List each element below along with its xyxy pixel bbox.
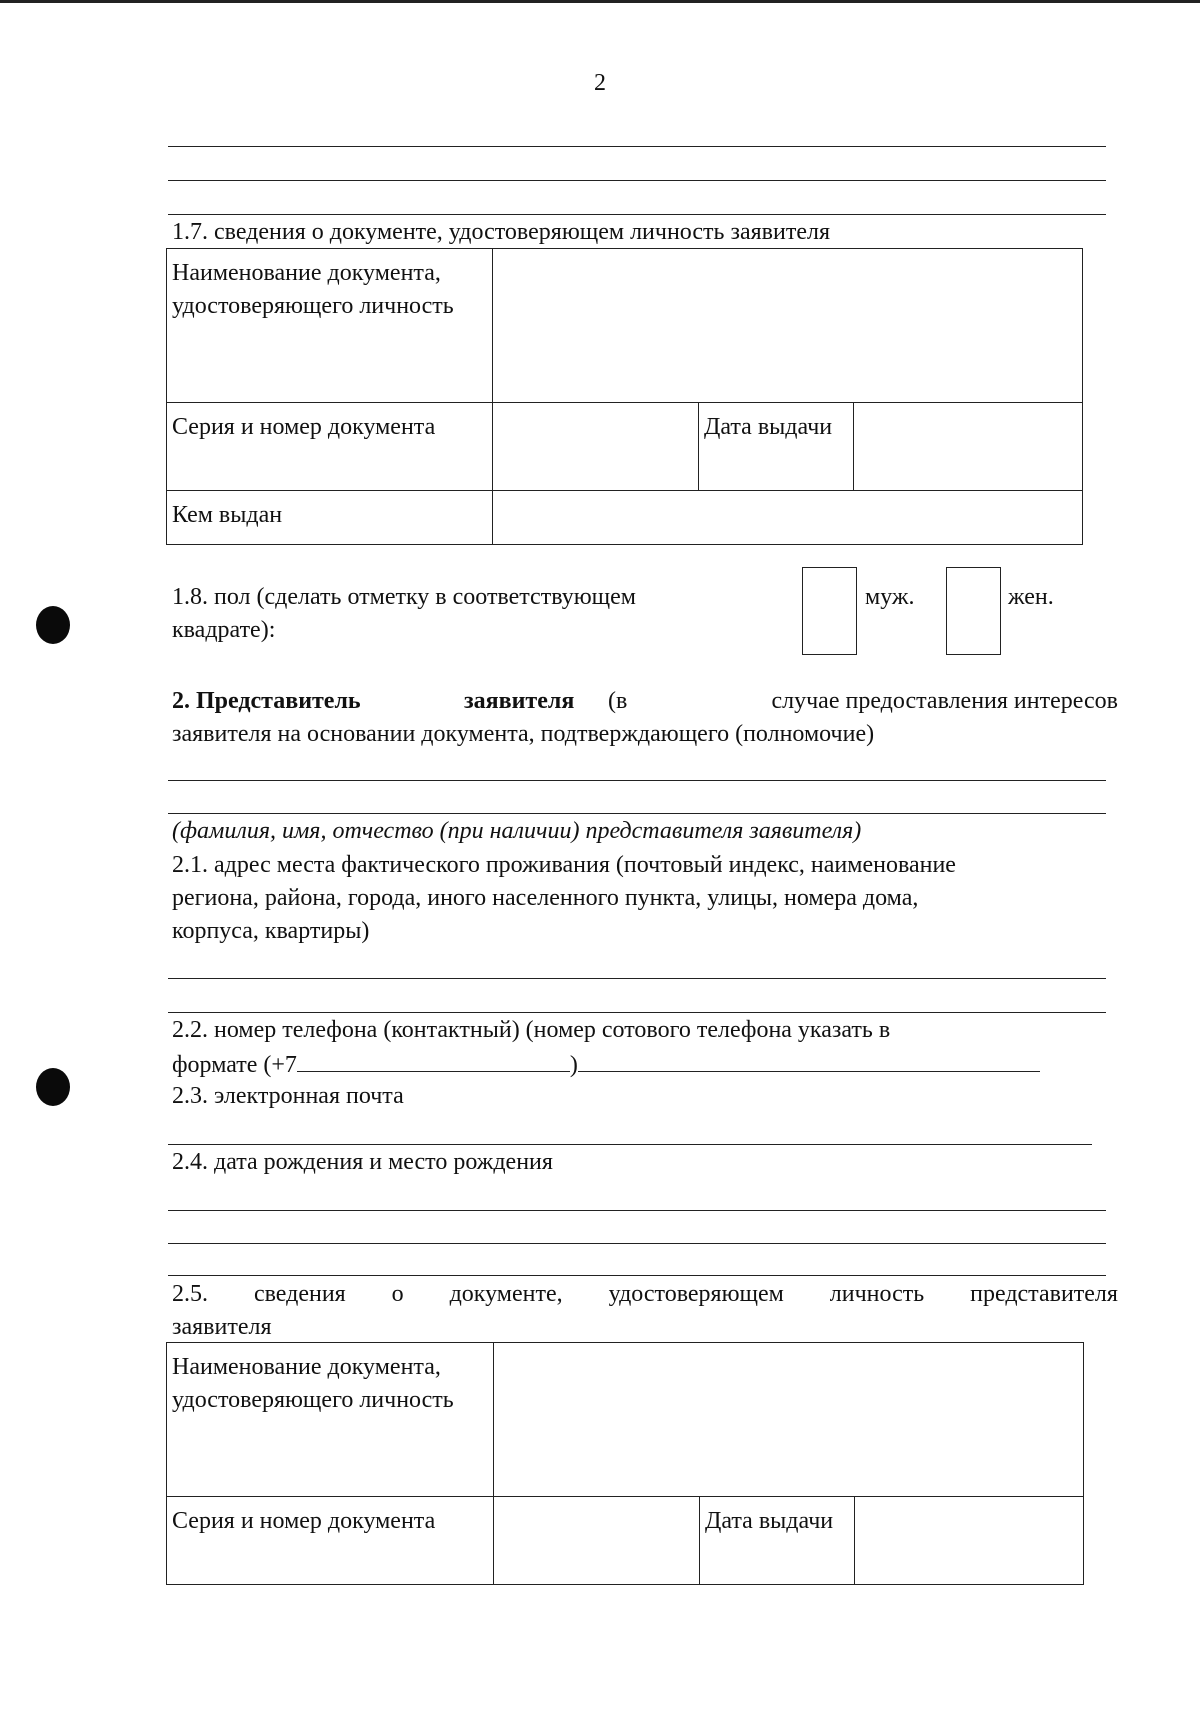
section-2-title: 2. Представитель <box>172 688 361 714</box>
section-1-7-label: 1.7. сведения о документе, удостоверяющем личность заявителя <box>172 219 830 245</box>
blank-line[interactable] <box>168 146 1106 147</box>
applicant-id-document-table <box>166 248 1083 545</box>
section-2-5-word: сведения <box>253 1281 346 1307</box>
phone-prefix: формате (+7 <box>172 1052 297 1078</box>
section-2-line2: заявителя на основании документа, подтверждающего (полномочие) <box>172 721 875 747</box>
blank-line[interactable] <box>168 214 1106 215</box>
gender-male-checkbox[interactable] <box>802 567 857 655</box>
section-2-2-line2 <box>172 1047 1040 1082</box>
blank-line[interactable] <box>168 180 1106 181</box>
rep-doc-date-label: Дата выдачи <box>700 1497 855 1585</box>
blank-line[interactable] <box>168 978 1106 979</box>
page-number: 2 <box>594 70 606 96</box>
section-2-5-word: представителя <box>970 1281 1118 1307</box>
representative-name-caption: (фамилия, имя, отчество (при наличии) представителя заявителя) <box>172 818 862 844</box>
doc-issued-by-label: Кем выдан <box>167 491 493 545</box>
doc-date-label: Дата выдачи <box>699 403 854 491</box>
rep-doc-name-input[interactable] <box>494 1343 1084 1497</box>
punch-hole-icon <box>36 1068 70 1106</box>
email-input-line[interactable] <box>168 1144 1092 1145</box>
gender-female-label: жен. <box>1008 584 1054 610</box>
rep-doc-name-label: Наименование документа, удостоверяющего личность <box>167 1343 494 1497</box>
section-2-5-word: удостоверяющем <box>608 1281 784 1307</box>
section-2-title-word: заявителя <box>464 688 575 714</box>
gender-female-checkbox[interactable] <box>946 567 1001 655</box>
section-1-8-line1: 1.8. пол (сделать отметку в соответствующем <box>172 584 636 610</box>
section-2-5-line2: заявителя <box>172 1314 272 1340</box>
section-2-line1-rest: случае предоставления интересов <box>771 688 1118 714</box>
section-2-2-line1: 2.2. номер телефона (контактный) (номер сотового телефона указать в <box>172 1017 891 1043</box>
section-2-1-line2: региона, района, города, иного населенного пункта, улицы, номера дома, <box>172 885 919 911</box>
blank-line[interactable] <box>168 780 1106 781</box>
section-2-5-word: о <box>391 1281 404 1307</box>
doc-date-input[interactable] <box>854 403 1083 491</box>
doc-name-label: Наименование документа, удостоверяющего личность <box>167 249 493 403</box>
section-2-5-word: 2.5. <box>172 1281 208 1307</box>
blank-line[interactable] <box>168 1243 1106 1244</box>
section-2-1-line3: корпуса, квартиры) <box>172 918 370 944</box>
doc-series-label: Серия и номер документа <box>167 403 493 491</box>
blank-line[interactable] <box>168 1210 1106 1211</box>
section-2-paren: (в <box>608 688 628 714</box>
doc-series-input[interactable] <box>493 403 699 491</box>
section-2-5-word: документе, <box>449 1281 563 1307</box>
blank-line[interactable] <box>168 1275 1106 1276</box>
phone-number-input[interactable] <box>297 1047 570 1072</box>
section-1-8-line2: квадрате): <box>172 617 276 643</box>
section-2-line1 <box>172 685 1118 718</box>
rep-doc-date-input[interactable] <box>855 1497 1084 1585</box>
section-2-4-label: 2.4. дата рождения и место рождения <box>172 1149 553 1175</box>
section-2-1-line1: 2.1. адрес места фактического проживания (почтовый индекс, наименование <box>172 852 956 878</box>
doc-name-input[interactable] <box>493 249 1083 403</box>
section-2-5-word: личность <box>829 1281 925 1307</box>
blank-line[interactable] <box>168 813 1106 814</box>
representative-id-document-table <box>166 1342 1084 1585</box>
phone-extra-input[interactable] <box>578 1047 1040 1072</box>
rep-doc-series-label: Серия и номер документа <box>167 1497 494 1585</box>
phone-close-paren: ) <box>569 1052 578 1078</box>
rep-doc-series-input[interactable] <box>494 1497 700 1585</box>
section-2-3-label: 2.3. электронная почта <box>172 1083 404 1109</box>
section-2-5-line1 <box>172 1278 1118 1311</box>
doc-issued-by-input[interactable] <box>493 491 1083 545</box>
blank-line[interactable] <box>168 1012 1106 1013</box>
punch-hole-icon <box>36 606 70 644</box>
scan-top-edge <box>0 0 1200 3</box>
gender-male-label: муж. <box>865 584 915 610</box>
